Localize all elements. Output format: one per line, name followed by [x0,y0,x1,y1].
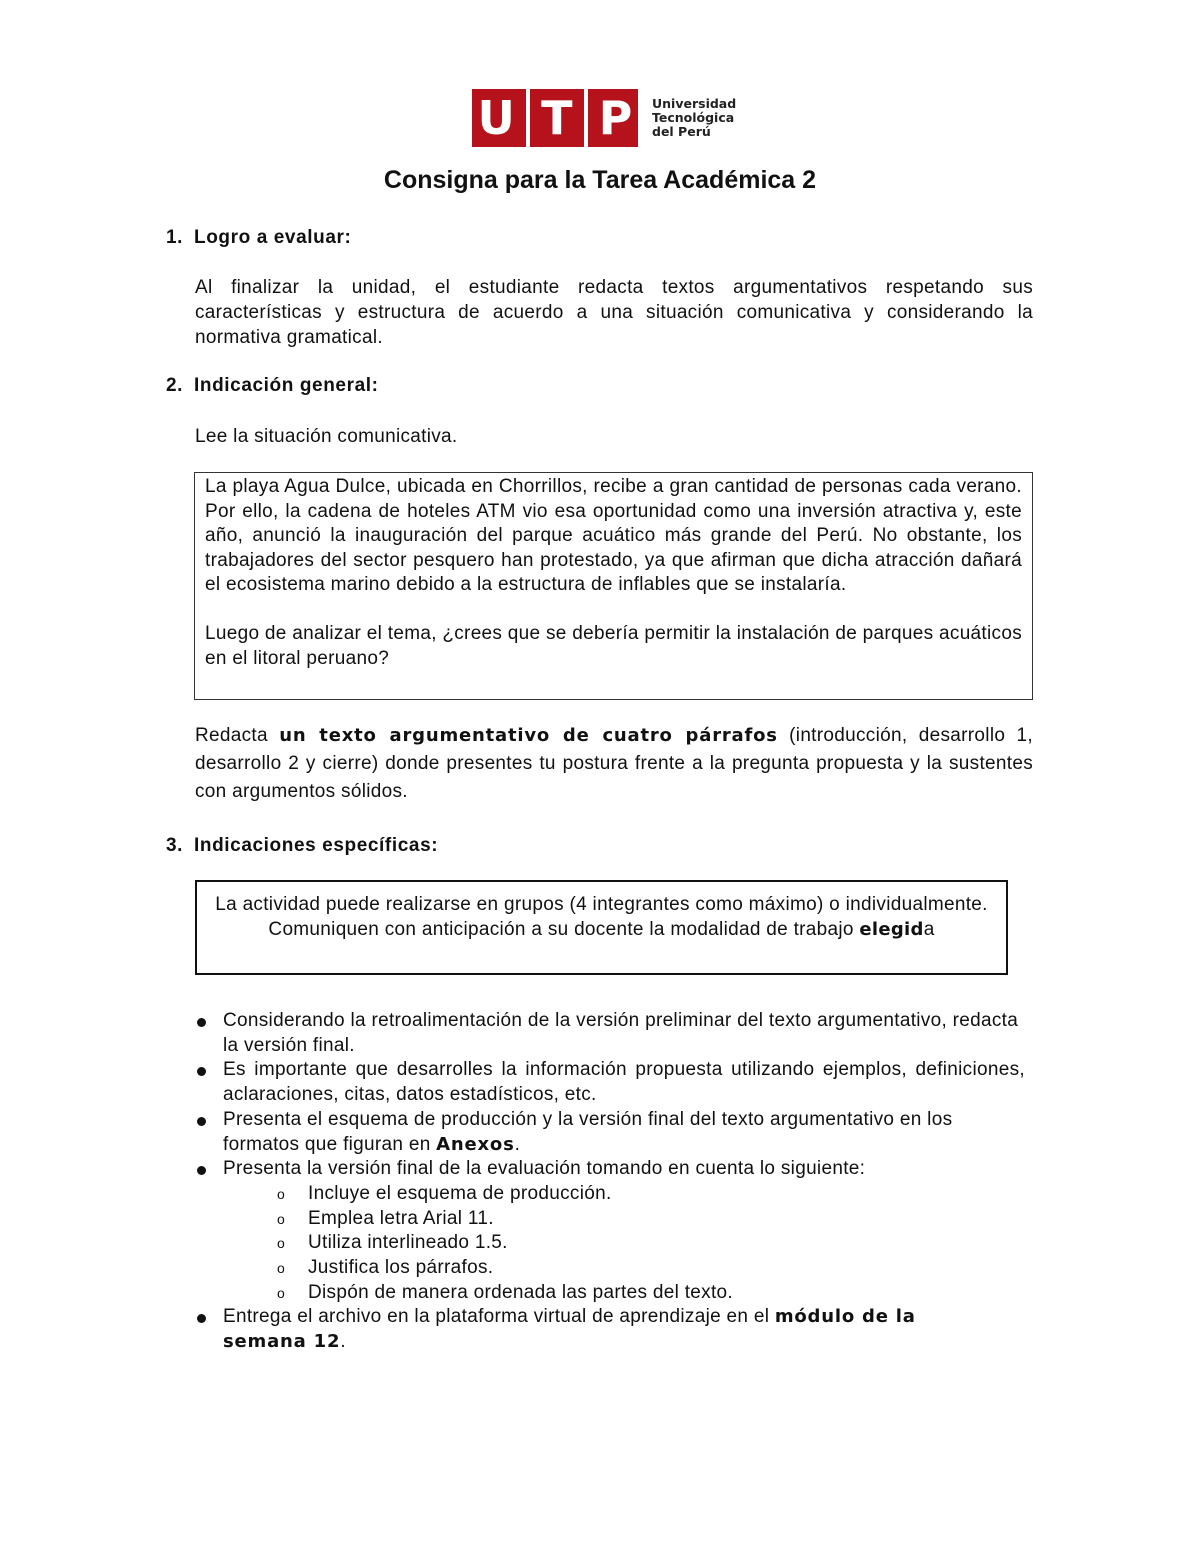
bullet-icon [197,1117,206,1126]
sub-list-item: o Justifica los párrafos. [167,1256,1025,1281]
situation-question: Luego de analizar el tema, ¿crees que se debería permitir la instalación de parques acuáticos en el litoral peruano? [205,622,1022,669]
situation-box [194,472,1033,700]
section-2-intro: Lee la situación comunicativa. [195,426,458,447]
section-3-heading: 3. Indicaciones específicas: [166,835,439,856]
logo-mark [472,89,638,147]
logo-letter-p: P [598,91,633,145]
sub-list-item: o Dispón de manera ordenada las partes del texto. [167,1281,1025,1306]
list-item: Entrega el archivo en la plataforma virtual de aprendizaje en el módulo de la semana 12. [195,1305,983,1354]
list-item: Presenta el esquema de producción y la versión final del texto argumentativo en los formatos que figuran en Anexos. [195,1108,1025,1157]
circle-bullet-icon: o [277,1260,286,1277]
bullet-icon [197,1314,206,1323]
section-1-text: Al finalizar la unidad, el estudiante redacta textos argumentativos respetando sus características y estructura de acuerdo a una situación comunicativa y considerando la normativa gramatical. [195,277,1033,348]
section-1-heading: 1. Logro a evaluar: [166,227,352,248]
circle-bullet-icon: o [277,1185,286,1202]
sub-list-item: o Emplea letra Arial 11. [167,1207,1025,1232]
circle-bullet-icon: o [277,1284,286,1301]
sub-list-item: o Incluye el esquema de producción. [167,1182,1025,1207]
list-item: Es importante que desarrolles la información propuesta utilizando ejemplos, definiciones, aclaraciones, citas, datos estadísticos, etc. [195,1058,1025,1107]
circle-bullet-icon: o [277,1235,286,1252]
page-title: Consigna para la Tarea Académica 2 [383,166,817,194]
section-2-heading: 2. Indicación general: [166,375,379,396]
utp-logo [472,89,736,147]
group-note-box: La actividad puede realizarse en grupos (4 integrantes como máximo) o individualmente. Comuniquen con anticipación a su docente la modalidad de trabajo elegida [195,880,1008,975]
bullet-icon [197,1067,206,1076]
logo-letter-t: T [541,91,573,145]
list-item: Considerando la retroalimentación de la versión preliminar del texto argumentativo, redacta la versión final. [195,1009,1025,1058]
sub-list [167,1182,1025,1306]
logo-letter-u: U [477,91,515,145]
sub-list-item: o Utiliza interlineado 1.5. [167,1231,1025,1256]
list-item: Presenta la versión final de la evaluación tomando en cuenta lo siguiente: [195,1157,1025,1182]
instruction-list [195,1009,1025,1355]
circle-bullet-icon: o [277,1210,286,1227]
situation-paragraph: La playa Agua Dulce, ubicada en Chorrillos, recibe a gran cantidad de personas cada verano. Por ello, la cadena de hoteles ATM vio esa oportunidad como una inversión atractiva y, este año, anunció la inauguración del parque acuático más grande del Perú. No obstante, los trabajadores del sector pesquero han protestado, ya que afirman que dicha atracción dañará el ecosistema marino debido a la estructura de inflables que se instalaría. [205,476,1022,596]
bullet-icon [197,1018,206,1027]
logo-wordmark: Universidad Tecnológica del Perú [652,96,737,139]
bullet-icon [197,1166,206,1175]
task-instruction: Redacta un texto argumentativo de cuatro párrafos (introducción, desarrollo 1, desarrollo 2 y cierre) donde presentes tu postura frente a la pregunta propuesta y la sustentes con argumentos sólidos. [195,725,1034,802]
